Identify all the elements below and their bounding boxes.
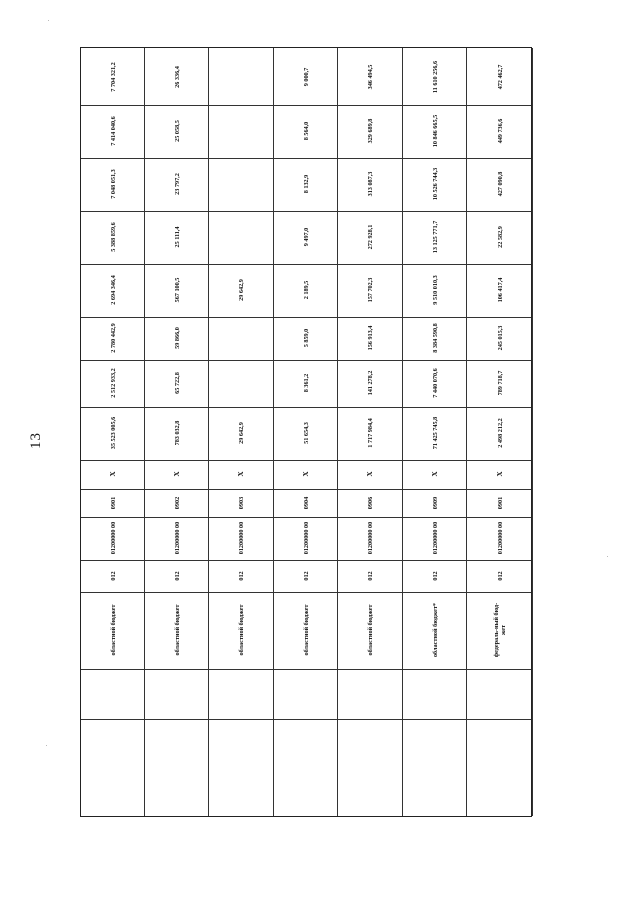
amount-cell: 245 015,3 (496, 325, 504, 351)
amount-cell: 567 100,5 (173, 277, 181, 303)
section-code-cell: 0903 (237, 496, 245, 510)
amount-cell: 51 654,3 (302, 422, 310, 444)
amount-cell: 29 642,9 (237, 422, 245, 444)
amount-cell: 1 717 984,4 (366, 418, 374, 448)
amount-cell: 8 564,0 (302, 121, 310, 141)
amount-cell: 8 132,9 (302, 174, 310, 194)
section-code-cell: 0902 (173, 496, 181, 510)
amount-cell: 22 582,9 (496, 226, 504, 248)
amount-cell: 10 846 665,5 (431, 114, 439, 148)
budget-table (80, 47, 532, 817)
mark-cell: Х (237, 471, 245, 477)
page-number: 13 (28, 432, 44, 449)
mark-cell: Х (173, 471, 181, 477)
amount-cell: 427 090,8 (496, 171, 504, 197)
amount-cell: 449 736,6 (496, 118, 504, 144)
target-article-cell: 01200000 00 (109, 521, 117, 555)
amount-cell: 26 336,4 (173, 66, 181, 88)
amount-cell: 156 913,4 (366, 325, 374, 351)
amount-cell: 25 111,4 (173, 226, 181, 248)
target-article-cell: 01200000 00 (496, 521, 504, 555)
column-divider (81, 719, 531, 720)
mark-cell: Х (496, 471, 504, 477)
budget-source-cell: федераль-ный бюд-жет (493, 602, 507, 658)
amount-cell: 59 866,0 (173, 327, 181, 349)
amount-cell: 10 526 744,3 (431, 167, 439, 201)
target-article-cell: 01200000 00 (173, 521, 181, 555)
section-code-cell: 0909 (431, 496, 439, 510)
amount-cell: 2 512 933,2 (109, 368, 117, 398)
amount-cell: 23 797,2 (173, 173, 181, 195)
amount-cell: 2 694 346,4 (109, 275, 117, 305)
amount-cell: 141 278,2 (366, 370, 374, 396)
amount-cell: 2 780 442,9 (109, 323, 117, 353)
amount-cell: 8 384 590,8 (431, 323, 439, 353)
amount-cell: 5 859,0 (302, 328, 310, 348)
mark-cell: Х (109, 471, 117, 477)
amount-cell: 8 361,2 (302, 373, 310, 393)
column-divider (81, 669, 531, 670)
mark-cell: Х (366, 471, 374, 477)
target-article-cell: 01200000 00 (431, 521, 439, 555)
amount-cell: 25 058,5 (173, 120, 181, 142)
agency-code-cell: 012 (366, 571, 374, 581)
section-code-cell: 0906 (366, 496, 374, 510)
amount-cell: 7 440 070,6 (431, 368, 439, 398)
amount-cell: 272 928,1 (366, 224, 374, 250)
budget-source-cell: областной бюджет (366, 604, 374, 656)
amount-cell: 313 087,3 (366, 171, 374, 197)
scan-speck (607, 556, 608, 557)
amount-cell: 329 689,8 (366, 118, 374, 144)
amount-cell: 7 414 040,6 (109, 116, 117, 146)
amount-cell: 5 388 859,6 (109, 222, 117, 252)
amount-cell: 9 510 010,3 (431, 275, 439, 305)
amount-cell: 472 462,7 (496, 64, 504, 90)
agency-code-cell: 012 (496, 571, 504, 581)
agency-code-cell: 012 (173, 571, 181, 581)
amount-cell: 157 702,3 (366, 277, 374, 303)
amount-cell: 783 032,8 (173, 420, 181, 446)
budget-source-cell: областной бюджет (109, 604, 117, 656)
amount-cell: 7 704 321,2 (109, 62, 117, 92)
amount-cell: 346 494,5 (366, 64, 374, 90)
amount-cell: 71 425 745,8 (431, 416, 439, 450)
target-article-cell: 01200000 00 (302, 521, 310, 555)
amount-cell: 35 523 005,6 (109, 416, 117, 450)
budget-source-cell: областной бюджет* (431, 602, 439, 658)
amount-cell: 9 497,0 (302, 227, 310, 247)
budget-source-cell: областной бюджет (173, 604, 181, 656)
section-code-cell: 0904 (302, 496, 310, 510)
amount-cell: 2 498 212,2 (496, 418, 504, 448)
agency-code-cell: 012 (431, 571, 439, 581)
mark-cell: Х (302, 471, 310, 477)
agency-code-cell: 012 (109, 571, 117, 581)
amount-cell: 65 722,8 (173, 372, 181, 394)
target-article-cell: 01200000 00 (366, 521, 374, 555)
amount-cell: 29 642,9 (237, 279, 245, 301)
budget-source-cell: областной бюджет (237, 604, 245, 656)
mark-cell: Х (431, 471, 439, 477)
agency-code-cell: 012 (237, 571, 245, 581)
scan-speck (46, 745, 47, 746)
amount-cell: 106 417,4 (496, 277, 504, 303)
amount-cell: 789 718,7 (496, 370, 504, 396)
section-code-cell: 0901 (109, 496, 117, 510)
amount-cell: 7 048 051,3 (109, 169, 117, 199)
section-code-cell: 0901 (496, 496, 504, 510)
target-article-cell: 01200000 00 (237, 521, 245, 555)
amount-cell: 13 125 771,7 (431, 220, 439, 254)
amount-cell: 2 189,5 (302, 280, 310, 300)
budget-source-cell: областной бюджет (302, 604, 310, 656)
amount-cell: 9 000,7 (302, 67, 310, 87)
scan-speck (48, 20, 49, 21)
amount-cell: 11 610 256,6 (431, 60, 439, 94)
agency-code-cell: 012 (302, 571, 310, 581)
